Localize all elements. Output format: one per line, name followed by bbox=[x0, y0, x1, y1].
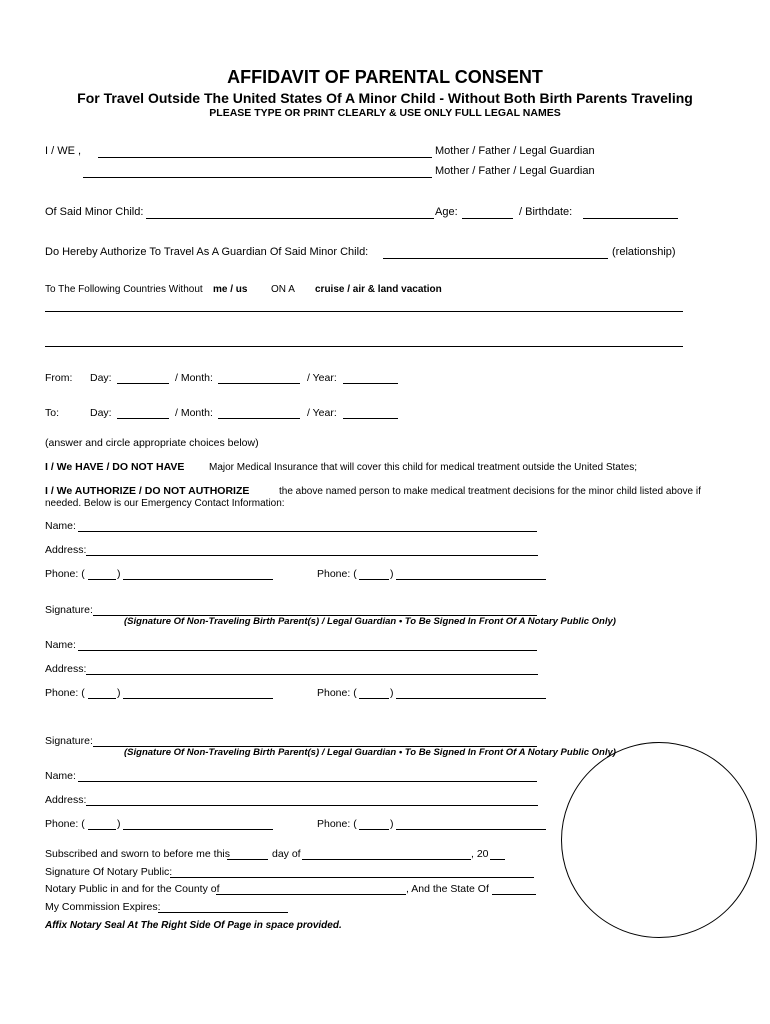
notary-signature-label: Signature Of Notary Public: bbox=[45, 866, 173, 878]
contact3-phone2-area-field[interactable] bbox=[359, 829, 389, 830]
contact1-address-field[interactable] bbox=[86, 555, 538, 556]
to-day-field[interactable] bbox=[117, 418, 169, 419]
contact2-phone1-area-field[interactable] bbox=[88, 698, 116, 699]
contact1-phone1-close: ) bbox=[117, 568, 121, 580]
notary-year-field[interactable] bbox=[490, 859, 505, 860]
contact3-phone2-field[interactable] bbox=[396, 829, 546, 830]
signature1-note: (Signature Of Non-Traveling Birth Parent(s) / Legal Guardian • To Be Signed In Front Of A Notary Public Only) bbox=[124, 616, 616, 627]
i-we-label: I / WE , bbox=[45, 145, 82, 157]
signature2-note: (Signature Of Non-Traveling Birth Parent(s) / Legal Guardian • To Be Signed In Front Of A Notary Public Only) bbox=[124, 747, 616, 758]
contact3-name-field[interactable] bbox=[78, 781, 537, 782]
insurance-text: Major Medical Insurance that will cover this child for medical treatment outside the United States; bbox=[209, 462, 637, 473]
insurance-choice[interactable]: I / We HAVE / DO NOT HAVE bbox=[45, 461, 185, 473]
notary-month-field[interactable] bbox=[302, 859, 471, 860]
countries-line-1[interactable] bbox=[45, 311, 683, 312]
signature1-label: Signature: bbox=[45, 604, 93, 616]
contact2-phone1-close: ) bbox=[117, 687, 121, 699]
county-field[interactable] bbox=[216, 894, 406, 895]
contact1-phone1-area-field[interactable] bbox=[88, 579, 116, 580]
guardian-name-field[interactable] bbox=[383, 258, 608, 259]
contact3-phone2-close: ) bbox=[390, 818, 394, 830]
birthdate-label: / Birthdate: bbox=[519, 206, 573, 218]
contact1-phone2-area-field[interactable] bbox=[359, 579, 389, 580]
contact3-phone1-label: Phone: ( bbox=[45, 818, 85, 830]
subscribed-label: Subscribed and sworn to before me this bbox=[45, 848, 231, 860]
contact2-phone2-field[interactable] bbox=[396, 698, 546, 699]
to-year-label: / Year: bbox=[307, 407, 337, 419]
minor-child-label: Of Said Minor Child: bbox=[45, 206, 144, 218]
contact2-address-label: Address: bbox=[45, 663, 87, 675]
to-month-label: / Month: bbox=[175, 407, 213, 419]
trip-type-choice[interactable]: cruise / air & land vacation bbox=[315, 284, 442, 295]
page-subtitle: For Travel Outside The United States Of A Minor Child - Without Both Birth Parents Traveling bbox=[77, 90, 693, 106]
commission-field[interactable] bbox=[158, 912, 288, 913]
contact1-name-field[interactable] bbox=[78, 531, 537, 532]
contact3-address-field[interactable] bbox=[86, 805, 538, 806]
year-prefix-label: , 20 bbox=[471, 848, 489, 860]
contact1-phone2-close: ) bbox=[390, 568, 394, 580]
contact1-name-label: Name: bbox=[45, 520, 76, 532]
parent1-name-field[interactable] bbox=[98, 157, 432, 158]
from-day-label: Day: bbox=[90, 372, 112, 384]
contact1-phone2-field[interactable] bbox=[396, 579, 546, 580]
contact1-phone1-label: Phone: ( bbox=[45, 568, 85, 580]
from-month-label: / Month: bbox=[175, 372, 213, 384]
county-label: Notary Public in and for the County of bbox=[45, 883, 220, 895]
from-label: From: bbox=[45, 372, 73, 384]
notary-day-field[interactable] bbox=[227, 859, 268, 860]
contact3-name-label: Name: bbox=[45, 770, 76, 782]
contact3-phone1-area-field[interactable] bbox=[88, 829, 116, 830]
countries-label: To The Following Countries Without bbox=[45, 284, 203, 295]
contact2-phone2-area-field[interactable] bbox=[359, 698, 389, 699]
contact2-phone2-label: Phone: ( bbox=[317, 687, 357, 699]
commission-label: My Commission Expires: bbox=[45, 901, 161, 913]
contact1-address-label: Address: bbox=[45, 544, 87, 556]
contact2-address-field[interactable] bbox=[86, 674, 538, 675]
contact2-phone1-field[interactable] bbox=[123, 698, 273, 699]
contact3-phone1-close: ) bbox=[117, 818, 121, 830]
from-year-field[interactable] bbox=[343, 383, 398, 384]
emergency-contact-intro: needed. Below is our Emergency Contact Information: bbox=[45, 498, 285, 509]
seal-instruction: Affix Notary Seal At The Right Side Of Page in space provided. bbox=[45, 920, 342, 931]
parent2-name-field[interactable] bbox=[83, 177, 432, 178]
authorize-guardian-label: Do Hereby Authorize To Travel As A Guardian Of Said Minor Child: bbox=[45, 246, 369, 258]
state-label: , And the State Of bbox=[406, 883, 489, 895]
notary-seal-area bbox=[561, 742, 757, 938]
signature2-label: Signature: bbox=[45, 735, 93, 747]
contact2-name-field[interactable] bbox=[78, 650, 537, 651]
from-month-field[interactable] bbox=[218, 383, 300, 384]
to-label: To: bbox=[45, 407, 60, 419]
medical-authorize-choice[interactable]: I / We AUTHORIZE / DO NOT AUTHORIZE bbox=[45, 485, 250, 497]
contact2-name-label: Name: bbox=[45, 639, 76, 651]
contact3-address-label: Address: bbox=[45, 794, 87, 806]
day-of-label: day of bbox=[272, 848, 301, 860]
birthdate-field[interactable] bbox=[583, 218, 678, 219]
countries-line-2[interactable] bbox=[45, 346, 683, 347]
choices-note: (answer and circle appropriate choices below) bbox=[45, 437, 259, 449]
contact3-phone2-label: Phone: ( bbox=[317, 818, 357, 830]
relationship-label: (relationship) bbox=[612, 246, 676, 258]
to-year-field[interactable] bbox=[343, 418, 398, 419]
state-field[interactable] bbox=[492, 894, 536, 895]
age-field[interactable] bbox=[462, 218, 513, 219]
from-day-field[interactable] bbox=[117, 383, 169, 384]
from-year-label: / Year: bbox=[307, 372, 337, 384]
contact2-phone1-label: Phone: ( bbox=[45, 687, 85, 699]
to-day-label: Day: bbox=[90, 407, 112, 419]
notary-signature-field[interactable] bbox=[170, 877, 534, 878]
me-us-choice[interactable]: me / us bbox=[213, 284, 248, 295]
to-month-field[interactable] bbox=[218, 418, 300, 419]
contact1-phone1-field[interactable] bbox=[123, 579, 273, 580]
page-title: AFFIDAVIT OF PARENTAL CONSENT bbox=[227, 67, 543, 87]
on-a-label: ON A bbox=[271, 284, 295, 295]
contact2-phone2-close: ) bbox=[390, 687, 394, 699]
parent2-role-options[interactable]: Mother / Father / Legal Guardian bbox=[435, 165, 595, 177]
medical-authorize-text: the above named person to make medical treatment decisions for the minor child listed above if bbox=[279, 486, 701, 497]
age-label: Age: bbox=[435, 206, 458, 218]
parent1-role-options[interactable]: Mother / Father / Legal Guardian bbox=[435, 145, 595, 157]
minor-child-name-field[interactable] bbox=[146, 218, 434, 219]
instructions: PLEASE TYPE OR PRINT CLEARLY & USE ONLY FULL LEGAL NAMES bbox=[209, 107, 561, 119]
contact1-phone2-label: Phone: ( bbox=[317, 568, 357, 580]
contact3-phone1-field[interactable] bbox=[123, 829, 273, 830]
